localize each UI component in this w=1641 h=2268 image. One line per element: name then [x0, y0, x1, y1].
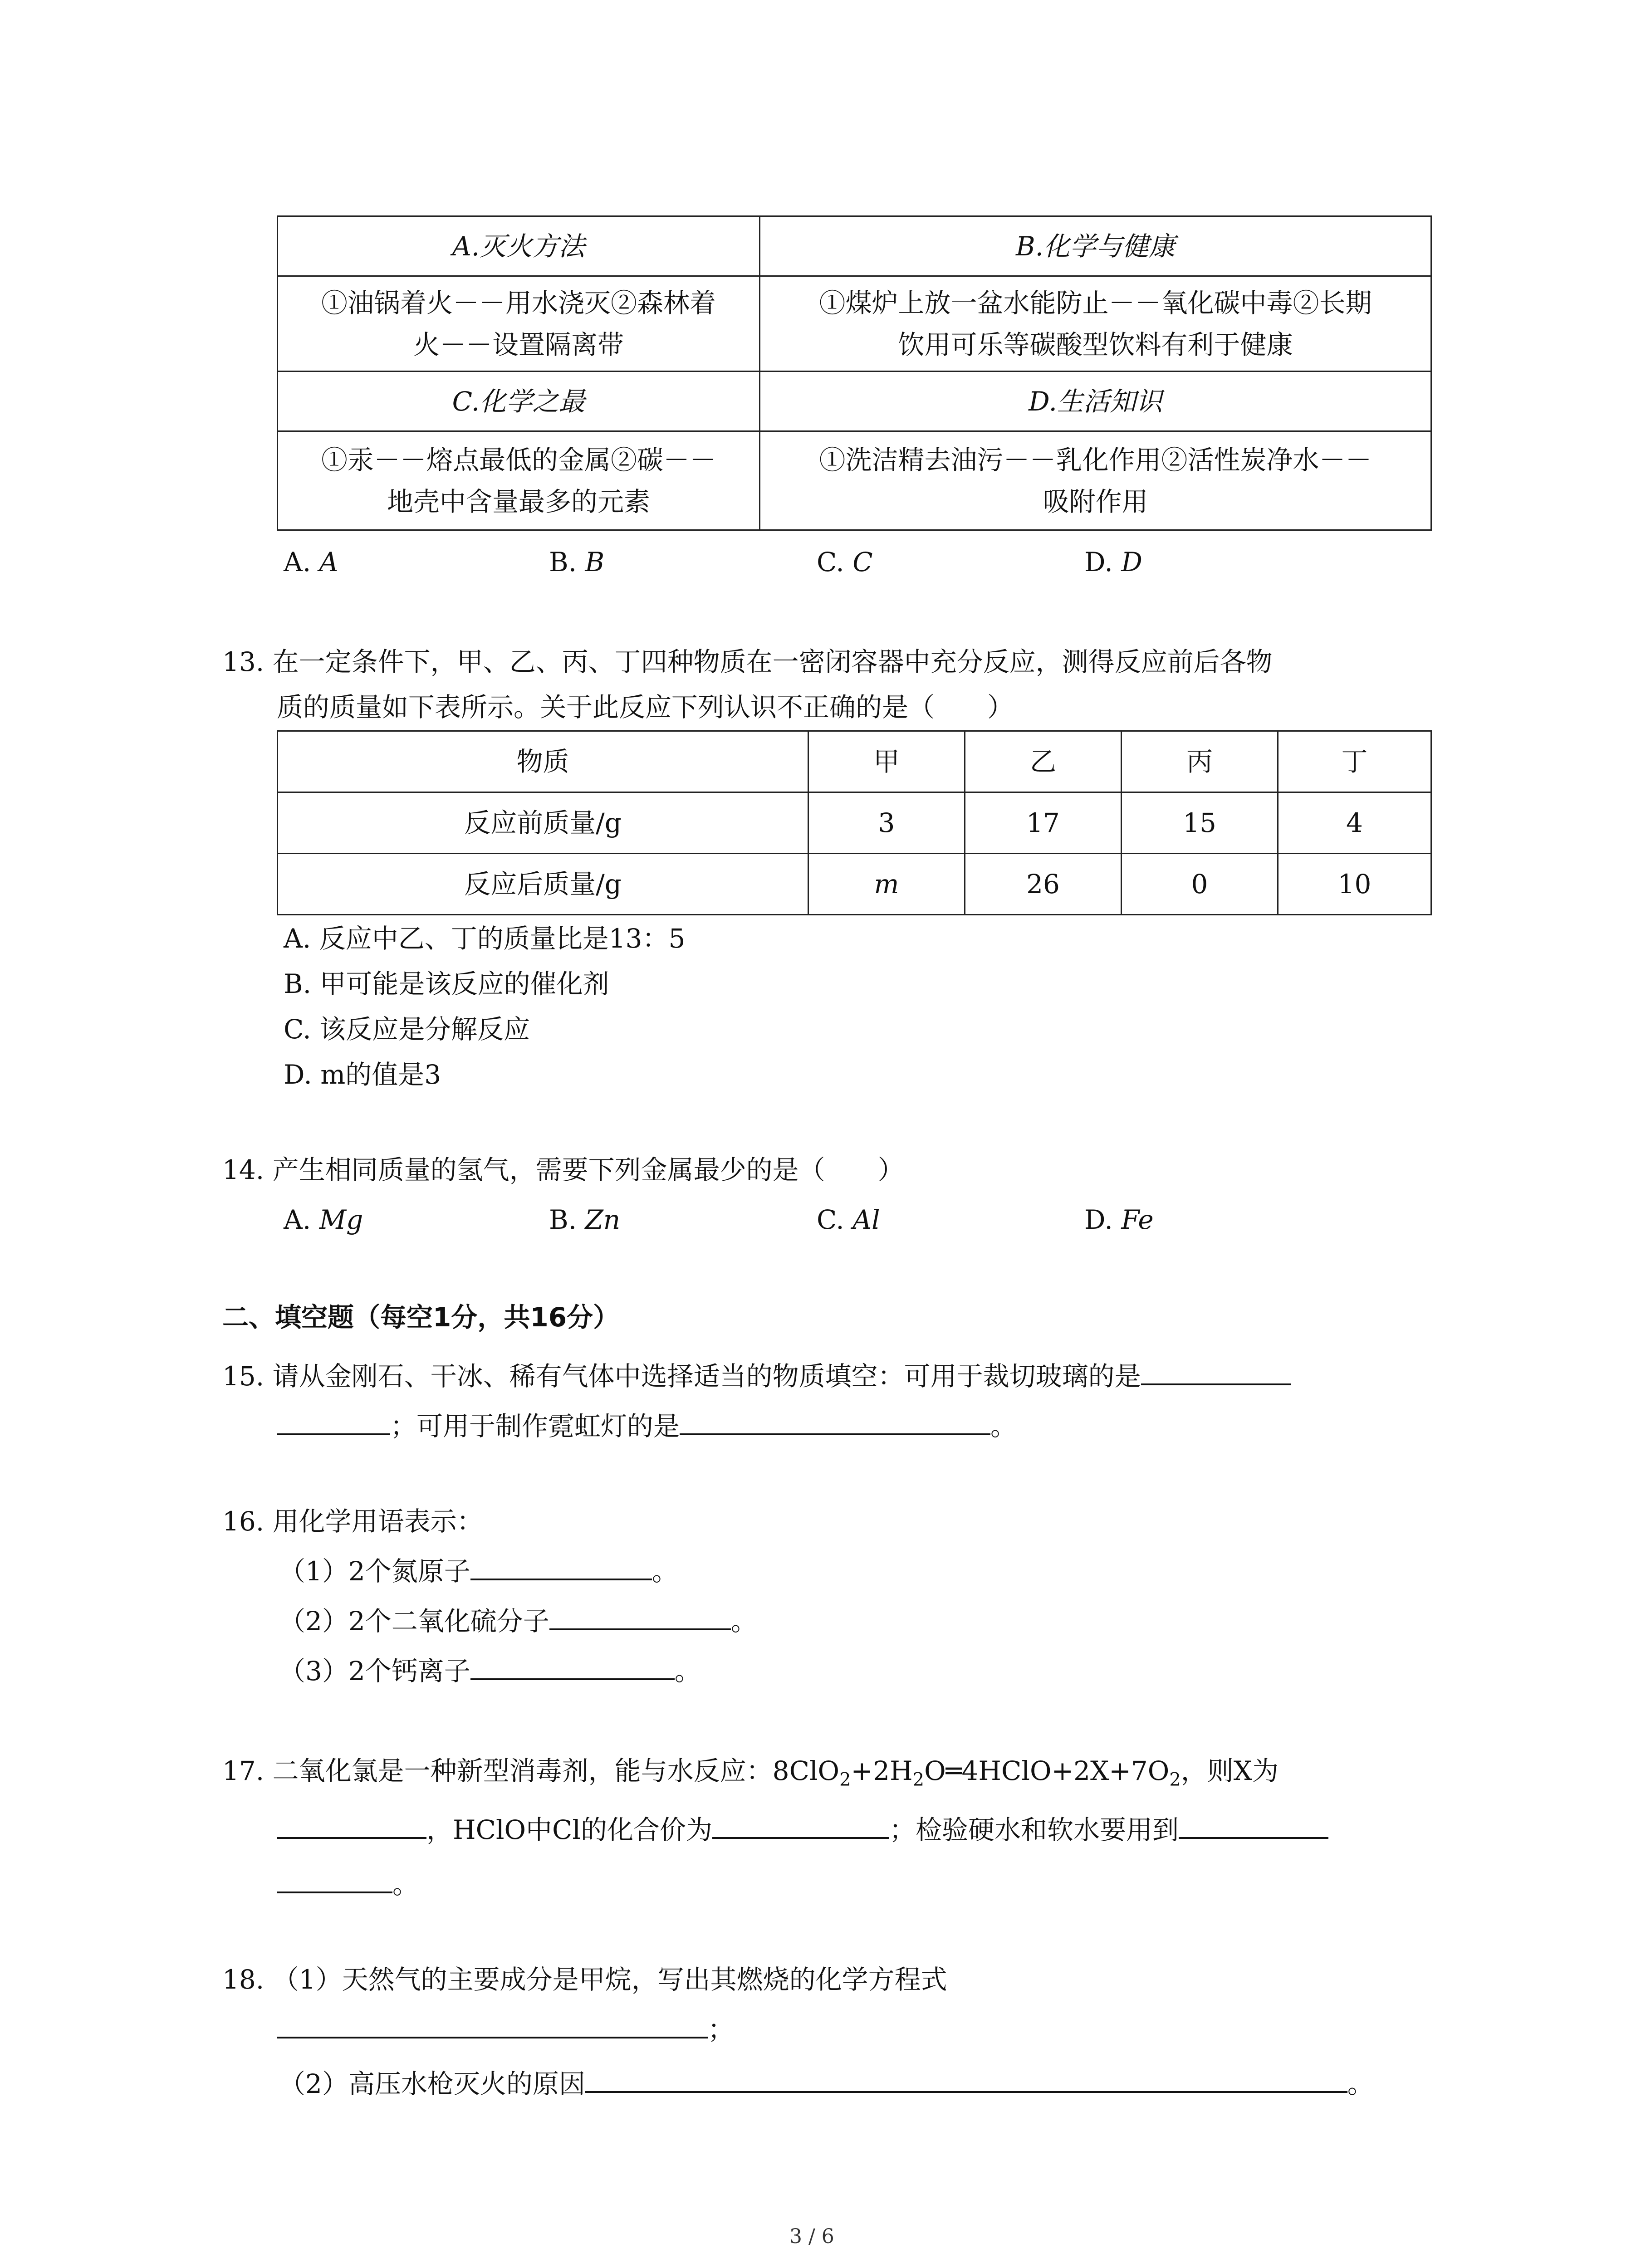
q17-line3: 。 [277, 1862, 419, 1906]
q15-blank-1b[interactable] [277, 1405, 390, 1435]
q13-option-b: B. 甲可能是该反应的催化剂 [284, 968, 609, 999]
q13-option-d: D. m的值是3 [284, 1059, 441, 1090]
q15-line1: 15. 请从金刚石、干冰、稀有气体中选择适当的物质填空：可用于裁切玻璃的是 [222, 1354, 1291, 1398]
q13-before-jia: 3 [808, 792, 965, 854]
q14-option-d: D. Fe [1084, 1204, 1154, 1235]
q17-blank-1[interactable] [277, 1809, 426, 1839]
q17-blank-3a[interactable] [1179, 1809, 1328, 1839]
q13-header-bing: 丙 [1122, 731, 1278, 792]
q12-b-body: ①煤炉上放一盆水能防止－－氧化碳中毒②长期 饮用可乐等碳酸型饮料有利于健康 [760, 276, 1431, 371]
q13-before-label: 反应前质量/g [278, 792, 808, 854]
q16-blank-1[interactable] [470, 1550, 652, 1580]
q13-option-a: A. 反应中乙、丁的质量比是13：5 [284, 923, 686, 954]
q12-c-body: ①汞－－熔点最低的金属②碳－－ 地壳中含量最多的元素 [278, 431, 760, 530]
q12-a-head: A.灭火方法 [278, 216, 760, 276]
q13-after-yi: 26 [965, 854, 1122, 915]
q18-part1: 18. （1）天然气的主要成分是甲烷，写出其燃烧的化学方程式 [222, 1964, 947, 1995]
page-number: 3 / 6 [789, 2225, 834, 2248]
q16-blank-2[interactable] [549, 1600, 731, 1630]
q18-part2: （2）高压水枪灭火的原因 。 [279, 2062, 1374, 2106]
q17-blank-3b[interactable] [277, 1863, 392, 1893]
q13-option-c: C. 该反应是分解反应 [284, 1014, 530, 1045]
q13-stem-line2: 质的质量如下表所示。关于此反应下列认识不正确的是（ ） [277, 692, 1014, 723]
q12-b-head: B.化学与健康 [760, 216, 1431, 276]
q13-after-jia: m [808, 854, 965, 915]
q13-before-yi: 17 [965, 792, 1122, 854]
section-title: 二、填空题（每空1分，共16分） [222, 1302, 620, 1333]
q13-before-ding: 4 [1278, 792, 1431, 854]
q16-part3: （3）2个钙离子 。 [279, 1649, 701, 1693]
q16-part2: （2）2个二氧化硫分子 。 [279, 1599, 757, 1643]
q14-option-b: B. Zn [549, 1204, 621, 1235]
q12-option-d: D. D [1084, 547, 1142, 577]
q13-after-ding: 10 [1278, 854, 1431, 915]
q16-stem: 16. 用化学用语表示： [222, 1506, 483, 1537]
q15-blank-2[interactable] [680, 1405, 990, 1435]
q12-table [277, 215, 1432, 531]
q18-blank-2[interactable] [585, 2063, 1347, 2093]
q13-before-bing: 15 [1122, 792, 1278, 854]
q18-blank-1[interactable] [277, 2009, 708, 2038]
q14-stem: 14. 产生相同质量的氢气，需要下列金属最少的是（ ） [222, 1154, 904, 1185]
q18-part1-answer: ； [277, 2007, 734, 2052]
q12-option-c: C. C [817, 547, 873, 577]
q13-header-ding: 丁 [1278, 731, 1431, 792]
q13-after-bing: 0 [1122, 854, 1278, 915]
q17-line2: ，HClO中Cl的化合价为 ；检验硬水和软水要用到 [277, 1808, 1328, 1852]
q16-blank-3[interactable] [470, 1650, 675, 1680]
q14-option-a: A. Mg [284, 1204, 363, 1235]
q13-after-label: 反应后质量/g [278, 854, 808, 915]
q13-header-yi: 乙 [965, 731, 1122, 792]
q14-option-c: C. Al [817, 1204, 880, 1235]
q12-option-b: B. B [549, 547, 605, 577]
q13-header-jia: 甲 [808, 731, 965, 792]
q12-d-body: ①洗洁精去油污－－乳化作用②活性炭净水－－ 吸附作用 [760, 431, 1431, 530]
q13-table [277, 730, 1432, 915]
q12-a-body: ①油锅着火－－用水浇灭②森林着 火－－设置隔离带 [278, 276, 760, 371]
q17-blank-2[interactable] [712, 1809, 889, 1839]
q15-line2: ；可用于制作霓虹灯的是 。 [277, 1404, 1017, 1448]
q13-stem-line1: 13. 在一定条件下，甲、乙、丙、丁四种物质在一密闭容器中充分反应，测得反应前后各物 [222, 646, 1273, 677]
q15-blank-1a[interactable] [1141, 1355, 1291, 1385]
q17-line1: 17. 二氧化氯是一种新型消毒剂，能与水反应：$8ClO_2+2H_2O═4HClO+2X+7O_2$，则X为 [222, 1755, 1279, 1790]
q12-c-head: C.化学之最 [278, 371, 760, 431]
q16-part1: （1）2个氮原子 。 [279, 1549, 678, 1593]
q12-d-head: D.生活知识 [760, 371, 1431, 431]
q12-option-a: A. A [284, 547, 338, 577]
q13-header-substance: 物质 [278, 731, 808, 792]
